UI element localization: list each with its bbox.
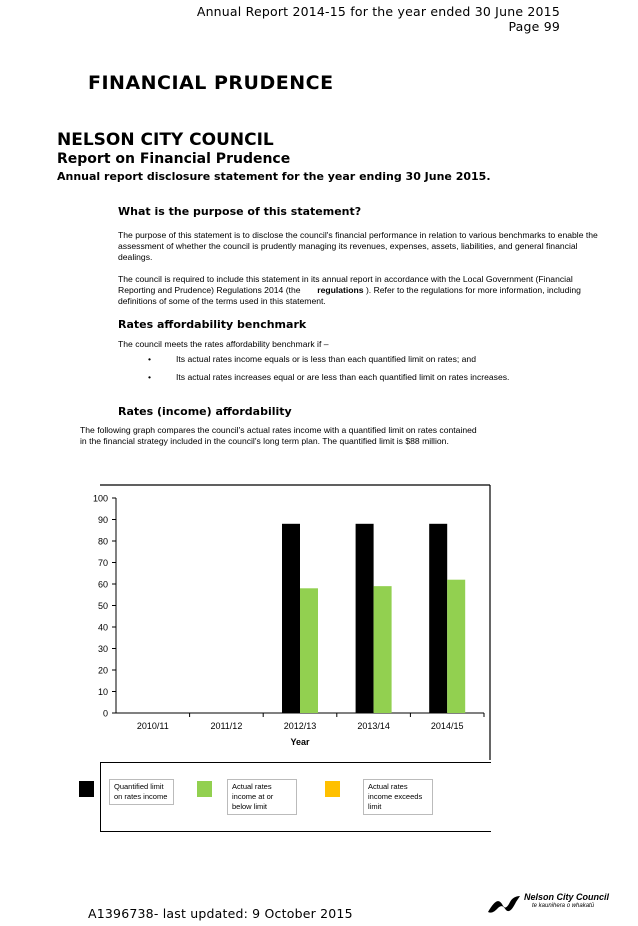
regulations-term: regulations: [317, 285, 364, 295]
y-tick-label: 0: [102, 708, 108, 719]
logo-tagline: te kaunihera o whakatū: [532, 903, 595, 909]
bar: [356, 524, 374, 713]
purpose-paragraph-1: The purpose of this statement is to disclose the council's financial performance in relation to various benchmarks to enable the assessment of whether the council is prudently managing its revenues, expenses, assets, liabilities, and general financial dealings.: [118, 230, 598, 262]
y-tick-label: 80: [97, 536, 108, 547]
purpose-paragraph-2-end: ). Refer to the regulations for more information, including definitions of some of the terms used in this statement.: [118, 285, 581, 306]
page-number: Page 99: [508, 19, 560, 34]
x-tick-label: 2013/14: [357, 721, 390, 731]
y-tick-label: 100: [92, 493, 108, 504]
x-tick-label: 2010/11: [136, 721, 169, 731]
legend-label-quantified-limit: Quantified limit on rates income: [109, 779, 174, 805]
section-title: FINANCIAL PRUDENCE: [88, 72, 334, 94]
y-tick-label: 40: [97, 622, 108, 633]
purpose-paragraph-2: [118, 274, 598, 307]
report-header-title: Annual Report 2014-15 for the year ended 30 June 2015: [196, 4, 560, 19]
statement-title: Annual report disclosure statement for the year ending 30 June 2015.: [57, 170, 491, 183]
bar: [429, 524, 447, 713]
report-title: Report on Financial Prudence: [57, 151, 291, 167]
council-name: NELSON CITY COUNCIL: [57, 130, 274, 150]
y-tick-label: 70: [97, 558, 108, 568]
legend-swatch-quantified-limit: [79, 781, 94, 797]
affordability-heading: Rates (income) affordability: [118, 405, 292, 418]
benchmark-intro: The council meets the rates affordability benchmark if –: [118, 339, 329, 349]
x-tick-label: 2011/12: [210, 721, 243, 731]
bar: [300, 588, 318, 713]
council-logo-mark-icon: [486, 894, 522, 916]
y-tick-label: 20: [97, 665, 108, 676]
y-tick-label: 90: [97, 515, 108, 525]
legend-label-actual-below: Actual rates income at or below limit: [227, 779, 297, 815]
purpose-heading: What is the purpose of this statement?: [118, 205, 362, 218]
legend-label-actual-exceeds: Actual rates income exceeds limit: [363, 779, 433, 815]
x-tick-label: 2014/15: [430, 721, 464, 731]
affordability-paragraph: The following graph compares the council's actual rates income with a quantified limit on rates contained in the financial strategy included in the council's long term plan. The quantified limit is $88 million.: [80, 425, 477, 446]
x-tick-label: 2012/13: [283, 721, 317, 731]
legend-swatch-actual-exceeds: [325, 781, 340, 797]
benchmark-heading: Rates affordability benchmark: [118, 318, 307, 331]
y-tick-label: 30: [97, 644, 108, 654]
bullet-icon: •: [148, 372, 152, 382]
bullet-text: Its actual rates income equals or is less than each quantified limit on rates; and: [176, 354, 476, 364]
y-tick-label: 10: [97, 687, 108, 697]
y-tick-label: 60: [97, 579, 108, 590]
purpose-paragraph-2-start: The council is required to include this statement in its annual report in accordance with the Local Government (Financial Reporting and Prudence) Regulations 2014 (the: [118, 274, 573, 295]
rates-affordability-chart: [80, 482, 500, 762]
bullet-text: Its actual rates increases equal or are less than each quantified limit on rates increases.: [176, 372, 510, 382]
bar: [447, 580, 465, 713]
bullet-icon: •: [148, 354, 152, 364]
x-axis-title: Year: [290, 737, 310, 747]
bar: [374, 586, 392, 713]
footer-last-updated: A1396738- last updated: 9 October 2015: [88, 906, 353, 921]
logo-name: Nelson City Council: [524, 892, 610, 902]
council-logo: [486, 892, 626, 916]
chart-legend: [100, 762, 491, 832]
y-tick-label: 50: [97, 601, 108, 611]
legend-swatch-actual-below: [197, 781, 212, 797]
bar: [282, 524, 300, 713]
